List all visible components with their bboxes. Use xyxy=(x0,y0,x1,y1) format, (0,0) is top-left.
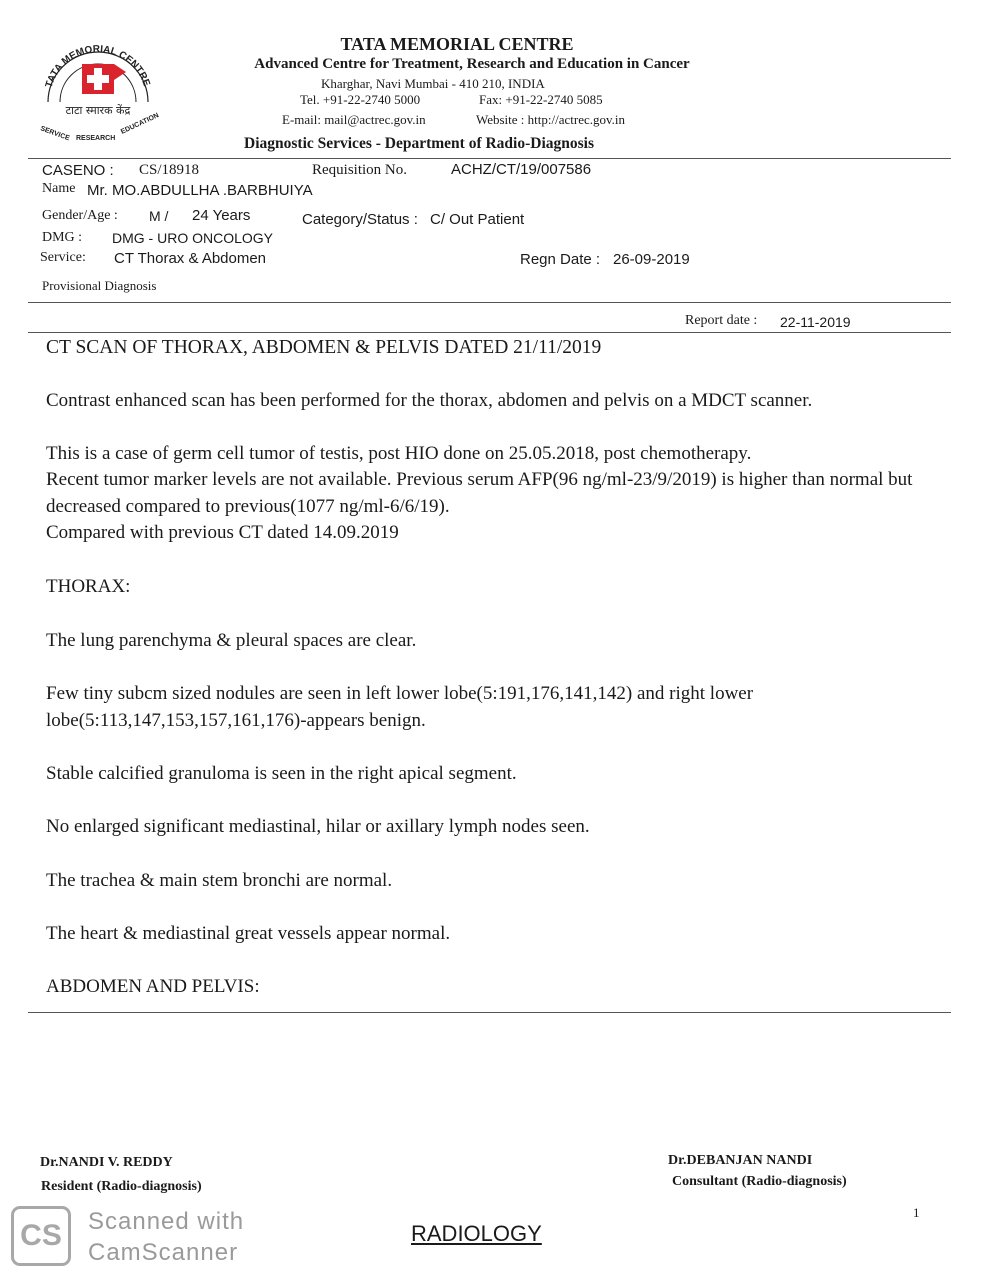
camscanner-logo-text: CS xyxy=(20,1219,62,1252)
requisition-label: Requisition No. xyxy=(312,162,408,178)
camscanner-logo-icon xyxy=(11,1206,71,1266)
consultant-role: Consultant (Radio-diagnosis) xyxy=(672,1174,847,1189)
institution-tel: Tel. +91-22-2740 5000 xyxy=(300,92,421,107)
clinical-history-1: This is a case of germ cell tumor of testis, post HIO done on 25.05.2018, post chemotherapy. xyxy=(46,443,752,464)
institution-address: Kharghar, Navi Mumbai - 410 210, INDIA xyxy=(321,76,545,91)
report-date-value: 22-11-2019 xyxy=(780,314,851,330)
header-divider xyxy=(28,158,951,159)
age-value: 24 Years xyxy=(192,207,251,224)
service-label: Service: xyxy=(40,250,86,265)
provisional-diagnosis-label: Provisional Diagnosis xyxy=(42,278,157,293)
department-title: Diagnostic Services - Department of Radio-Diagnosis xyxy=(244,135,595,152)
camscanner-line-1: Scanned with xyxy=(88,1208,245,1235)
dmg-value: DMG - URO ONCOLOGY xyxy=(112,230,274,246)
logo-hindi-text: टाटा स्मारक केंद्र xyxy=(65,104,131,117)
tmc-emblem-icon xyxy=(32,30,164,145)
requisition-value: ACHZ/CT/19/007586 xyxy=(451,161,592,178)
finding-granuloma: Stable calcified granuloma is seen in the right apical segment. xyxy=(46,763,517,784)
finding-heart: The heart & mediastinal great vessels appear normal. xyxy=(46,923,451,944)
gender-value: M / xyxy=(149,208,169,224)
caseno-value: CS/18918 xyxy=(139,162,200,178)
thorax-heading: THORAX: xyxy=(46,576,131,597)
finding-nodules: Few tiny subcm sized nodules are seen in left lower lobe(5:191,176,141,142) and right lower lobe(5:113,147,153,157,161,176)-appears benign. xyxy=(46,683,754,731)
regn-date-value: 26-09-2019 xyxy=(613,251,690,268)
report-date-label: Report date : xyxy=(685,313,758,328)
category-label: Category/Status : xyxy=(302,211,418,228)
caseno-label: CASENO : xyxy=(42,162,114,179)
clinical-history-3: Compared with previous CT dated 14.09.2019 xyxy=(46,522,399,543)
institution-logo xyxy=(32,30,164,145)
institution-website: Website : http://actrec.gov.in xyxy=(476,112,626,127)
resident-name: Dr.NANDI V. REDDY xyxy=(40,1155,173,1170)
finding-lymph-nodes: No enlarged significant mediastinal, hilar or axillary lymph nodes seen. xyxy=(46,816,590,837)
consultant-name: Dr.DEBANJAN NANDI xyxy=(668,1153,813,1168)
clinical-history-2: Recent tumor marker levels are not available. Previous serum AFP(96 ng/ml-23/9/2019) is higher than normal but decreased compared to previous(1077 ng/ml-6/6/19). xyxy=(46,469,913,517)
abdomen-heading: ABDOMEN AND PELVIS: xyxy=(46,976,260,997)
body-divider xyxy=(28,1012,951,1013)
svg-text:SERVICE: SERVICE xyxy=(39,125,71,143)
gender-age-label: Gender/Age : xyxy=(42,208,118,223)
service-value: CT Thorax & Abdomen xyxy=(114,250,267,267)
report-date-divider xyxy=(28,332,951,333)
svg-text:EDUCATION: EDUCATION xyxy=(119,112,161,136)
regn-date-label: Regn Date : xyxy=(520,251,601,268)
institution-name: TATA MEMORIAL CENTRE xyxy=(340,34,574,54)
resident-role: Resident (Radio-diagnosis) xyxy=(41,1179,202,1194)
finding-trachea: The trachea & main stem bronchi are normal. xyxy=(46,870,393,891)
camscanner-line-2: CamScanner xyxy=(88,1239,239,1266)
category-value: C/ Out Patient xyxy=(430,211,525,228)
report-intro: Contrast enhanced scan has been performed for the thorax, abdomen and pelvis on a MDCT scanner. xyxy=(46,390,813,411)
finding-lung: The lung parenchyma & pleural spaces are clear. xyxy=(46,630,417,651)
footer-radiology-label: RADIOLOGY xyxy=(411,1221,542,1246)
dmg-label: DMG : xyxy=(42,230,83,245)
report-title: CT SCAN OF THORAX, ABDOMEN & PELVIS DATED 21/11/2019 xyxy=(46,337,602,358)
institution-email: E-mail: mail@actrec.gov.in xyxy=(282,112,426,127)
svg-text:TATA MEMORIAL CENTRE: TATA MEMORIAL CENTRE xyxy=(43,43,152,89)
patient-divider xyxy=(28,302,951,303)
page-number: 1 xyxy=(913,1205,920,1220)
name-label: Name xyxy=(42,181,76,196)
institution-subtitle: Advanced Centre for Treatment, Research and Education in Cancer xyxy=(254,56,690,72)
svg-text:RESEARCH: RESEARCH xyxy=(76,135,116,142)
patient-name: Mr. MO.ABDULLHA .BARBHUIYA xyxy=(87,182,313,199)
institution-fax: Fax: +91-22-2740 5085 xyxy=(479,92,603,107)
